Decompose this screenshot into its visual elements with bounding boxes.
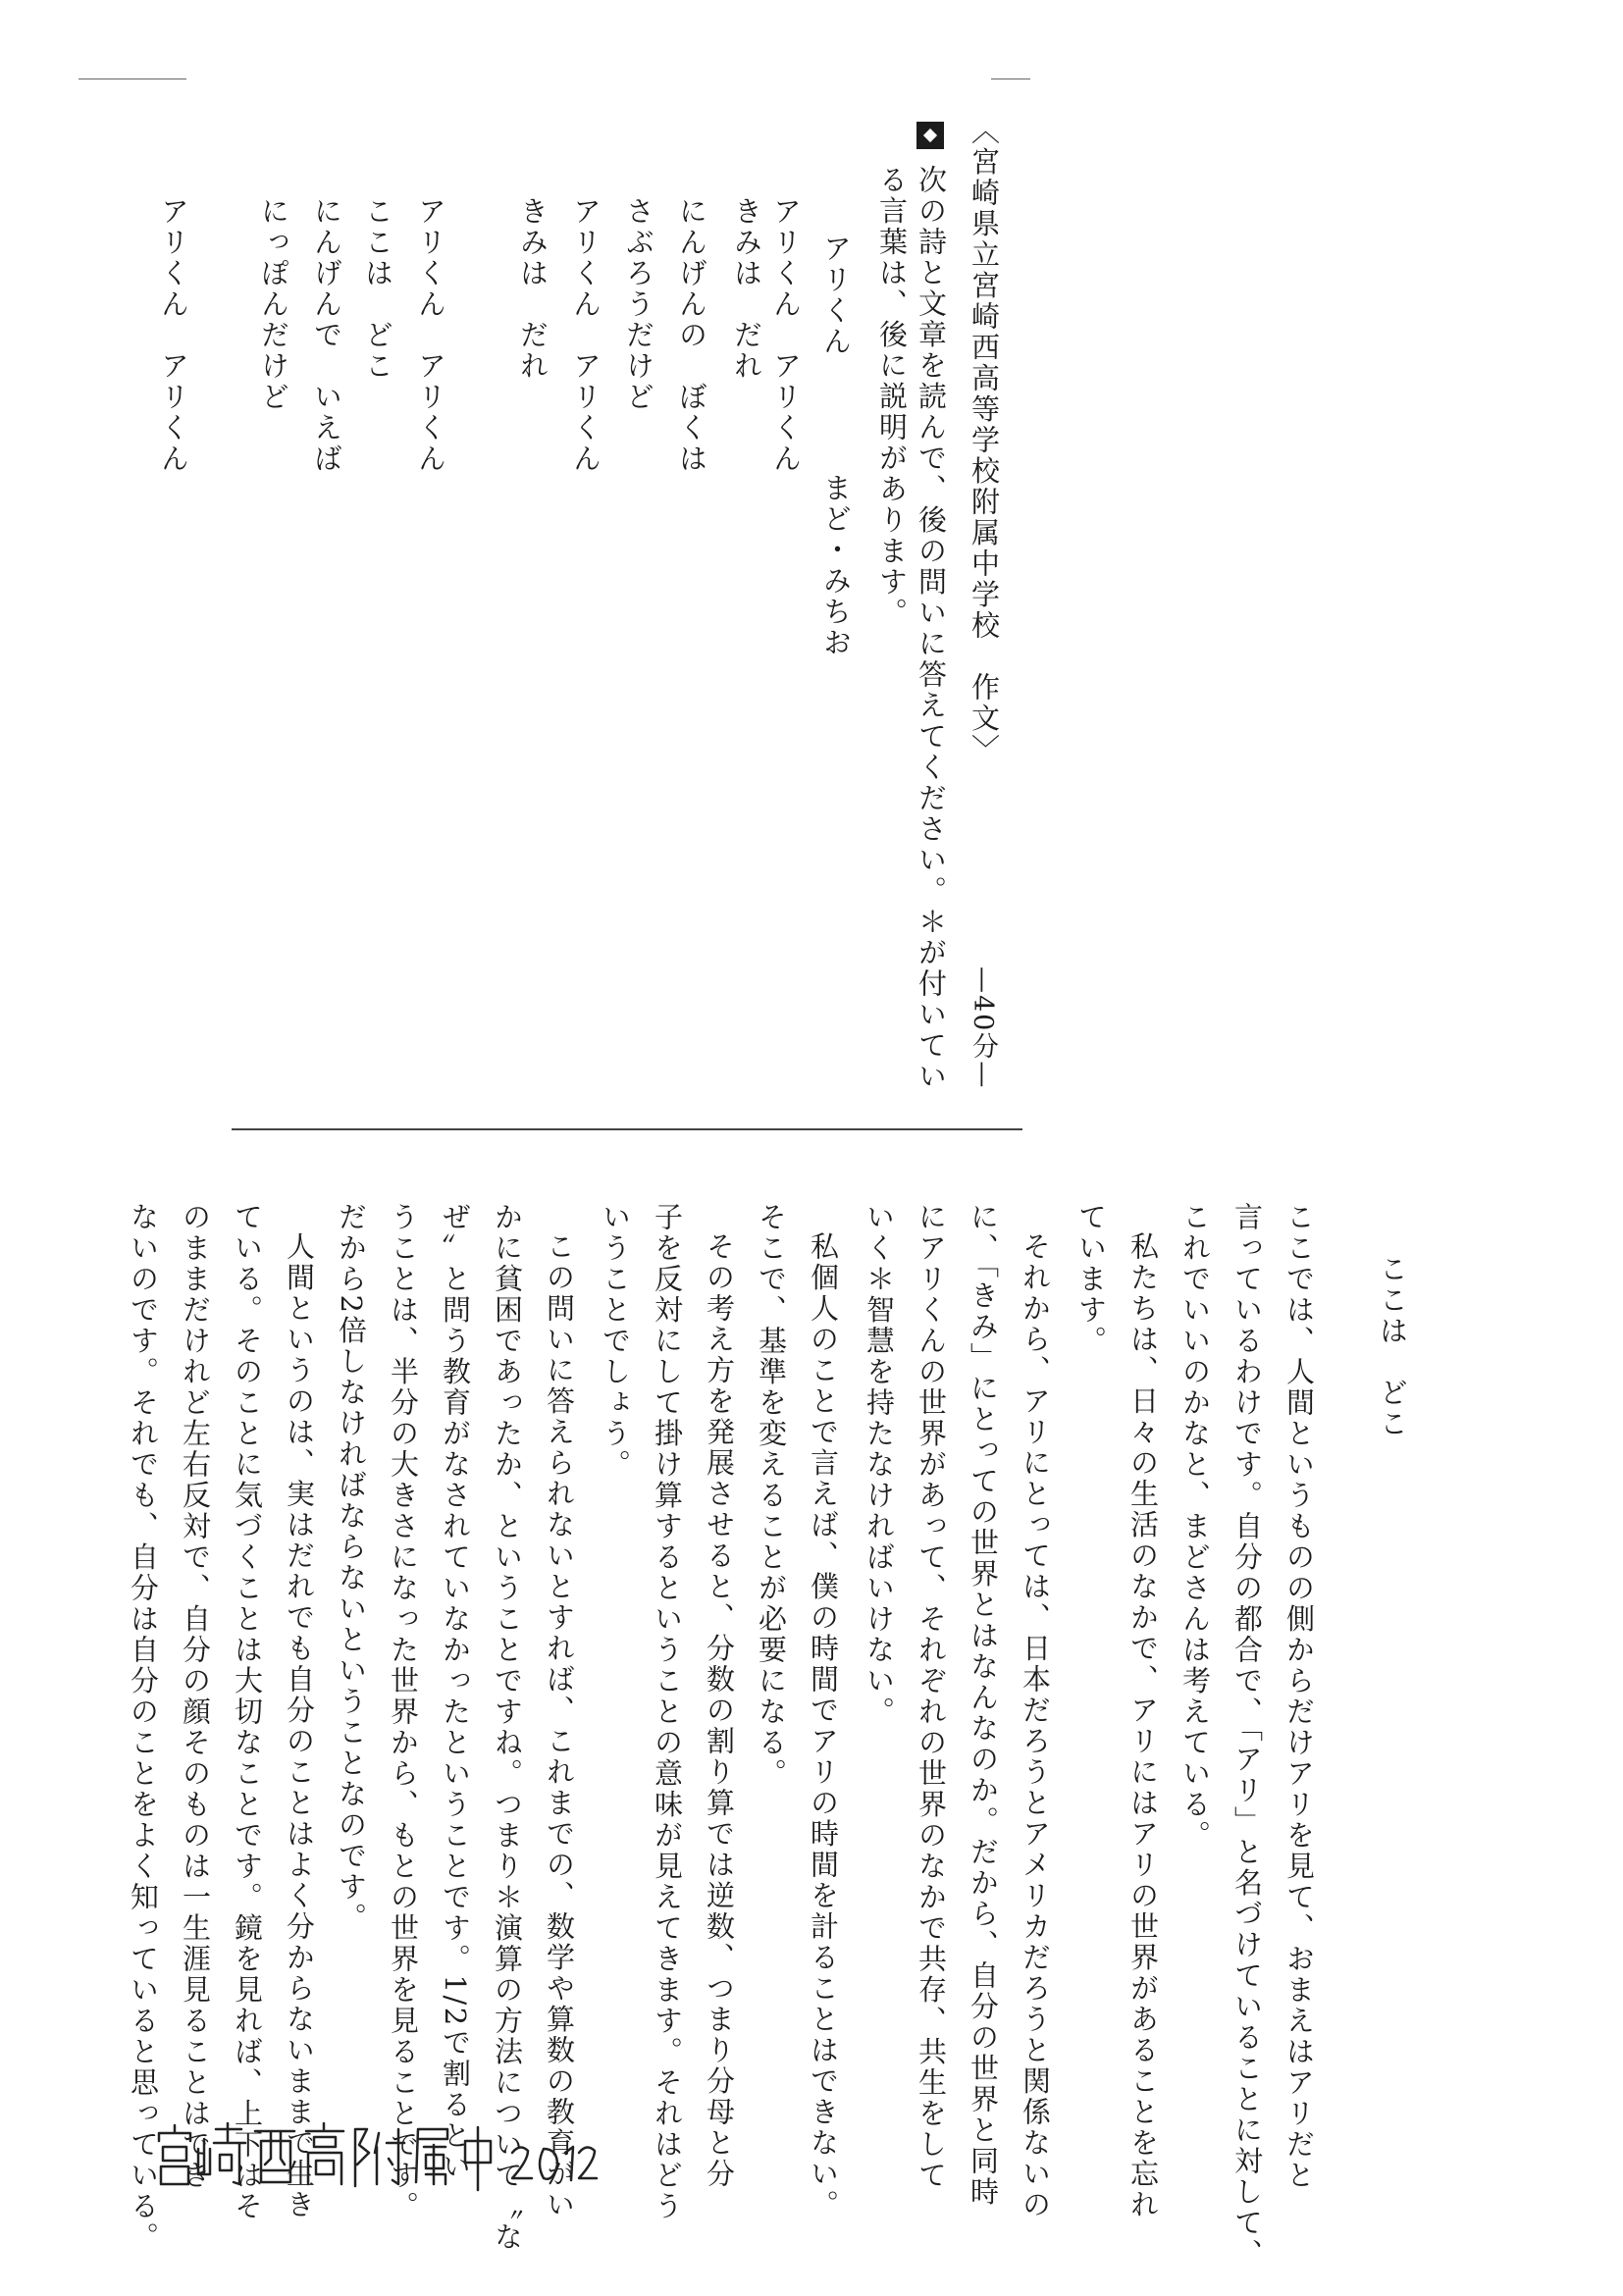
essay-line: いく＊智慧を持たなければいけない。 — [863, 1202, 896, 1728]
essay-line: そこで、基準を変えることが必要になる。 — [755, 1202, 788, 1790]
poem-line: ここは どこ — [361, 196, 394, 382]
essay-line: 子を反対にして掛け算するということの意味が見えてきます。それはどう — [651, 1202, 684, 2222]
essay-line: 言っているわけです。自分の都合で、「アリ」と名づけていることに対して、 — [1230, 1202, 1264, 2270]
section-divider — [232, 1128, 1022, 1130]
essay-line: ないのです。それでも、自分は自分のことをよく知っていると思っている。 — [127, 1202, 160, 2253]
essay-line: この問いに答えられないとすれば、これまでの、数学や算数の教育がい — [543, 1231, 576, 2220]
poem-line: にっぽんだけど — [257, 196, 290, 413]
poem-line: にんげんで いえば — [310, 196, 343, 475]
essay-line: その考え方を発展させると、分数の割り算では逆数、つまり分母と分 — [703, 1231, 736, 2190]
instruction-line-1: 次の詩と文章を読んで、後の問いに答えてください。＊が付いてい — [915, 165, 948, 1092]
handwriting-icon — [147, 2119, 599, 2208]
poem-line: きみは だれ — [730, 196, 763, 382]
poem-line: さぶろうだけど — [622, 196, 655, 413]
essay-line: ています。 — [1074, 1202, 1108, 1357]
poem-line: アリくん アリくん — [414, 196, 447, 475]
time-limit: —40分— — [968, 966, 998, 1090]
essay-line: だから2倍しなければならないということなのです。 — [335, 1202, 368, 1934]
essay-line: うことは、半分の大きさになった世界から、もとの世界を見ることです。 — [387, 1202, 420, 2222]
essay-line: ぜ〟と問う教育がなされていなかったということです。1/2で割るとい — [439, 1202, 472, 2183]
poem-author: まど・みちお — [819, 473, 853, 658]
essay-line: 私たちは、日々の生活のなかで、アリにはアリの世界があることを忘れ — [1126, 1231, 1160, 2220]
poem-line: にんげんの ぼくは — [675, 196, 708, 475]
essay-line: 私個人のことで言えば、僕の時間でアリの時間を計ることはできない。 — [807, 1231, 840, 2220]
essay-title: ここは どこ — [1376, 1254, 1409, 1439]
essay-line: それから、アリにとっては、日本だろうとアメリカだろうと関係ないの — [1019, 1231, 1052, 2220]
instruction-line-2: る言葉は、後に説明があります。 — [875, 165, 909, 629]
handwritten-note — [147, 2119, 599, 2208]
poem-title: アリくん — [819, 234, 853, 357]
poem-line: きみは だれ — [516, 196, 550, 382]
essay-line: ている。そのことに気づくことは大切なことです。鏡を見れば、上下はそ — [231, 1202, 264, 2222]
top-rule-left — [79, 78, 186, 79]
poem-line: アリくん アリくん — [157, 196, 190, 475]
essay-line: ここでは、人間というものの側からだけアリを見て、おまえはアリだと — [1283, 1202, 1316, 2191]
top-rule-right — [991, 78, 1030, 79]
essay-line: にアリくんの世界があって、それぞれの世界のなかで共存、共生をして — [915, 1202, 948, 2191]
poem-line: アリくん アリくん — [569, 196, 602, 475]
essay-line: のままだけれど左右反対で、自分の顔そのものは一生涯見ることはでき — [179, 1202, 212, 2191]
essay-line: に、「きみ」にとっての世界とはなんなのか。だから、自分の世界と同時 — [967, 1202, 1000, 2208]
essay-line: いうことでしょう。 — [599, 1202, 632, 1481]
diamond-icon — [916, 122, 944, 149]
poem-line: アリくん アリくん — [769, 196, 803, 475]
essay-line: かに貧困であったか、ということですね。つまり＊演算の方法について〝な — [491, 1202, 524, 2253]
essay-line: 人間というのは、実はだれでも自分のことはよく分からないままで生き — [283, 1231, 316, 2220]
essay-line: これでいいのかなと、まどさんは考えている。 — [1178, 1202, 1212, 1852]
school-title: 〈宮崎県立宮崎西高等学校附属中学校 作文〉 — [968, 116, 1001, 765]
